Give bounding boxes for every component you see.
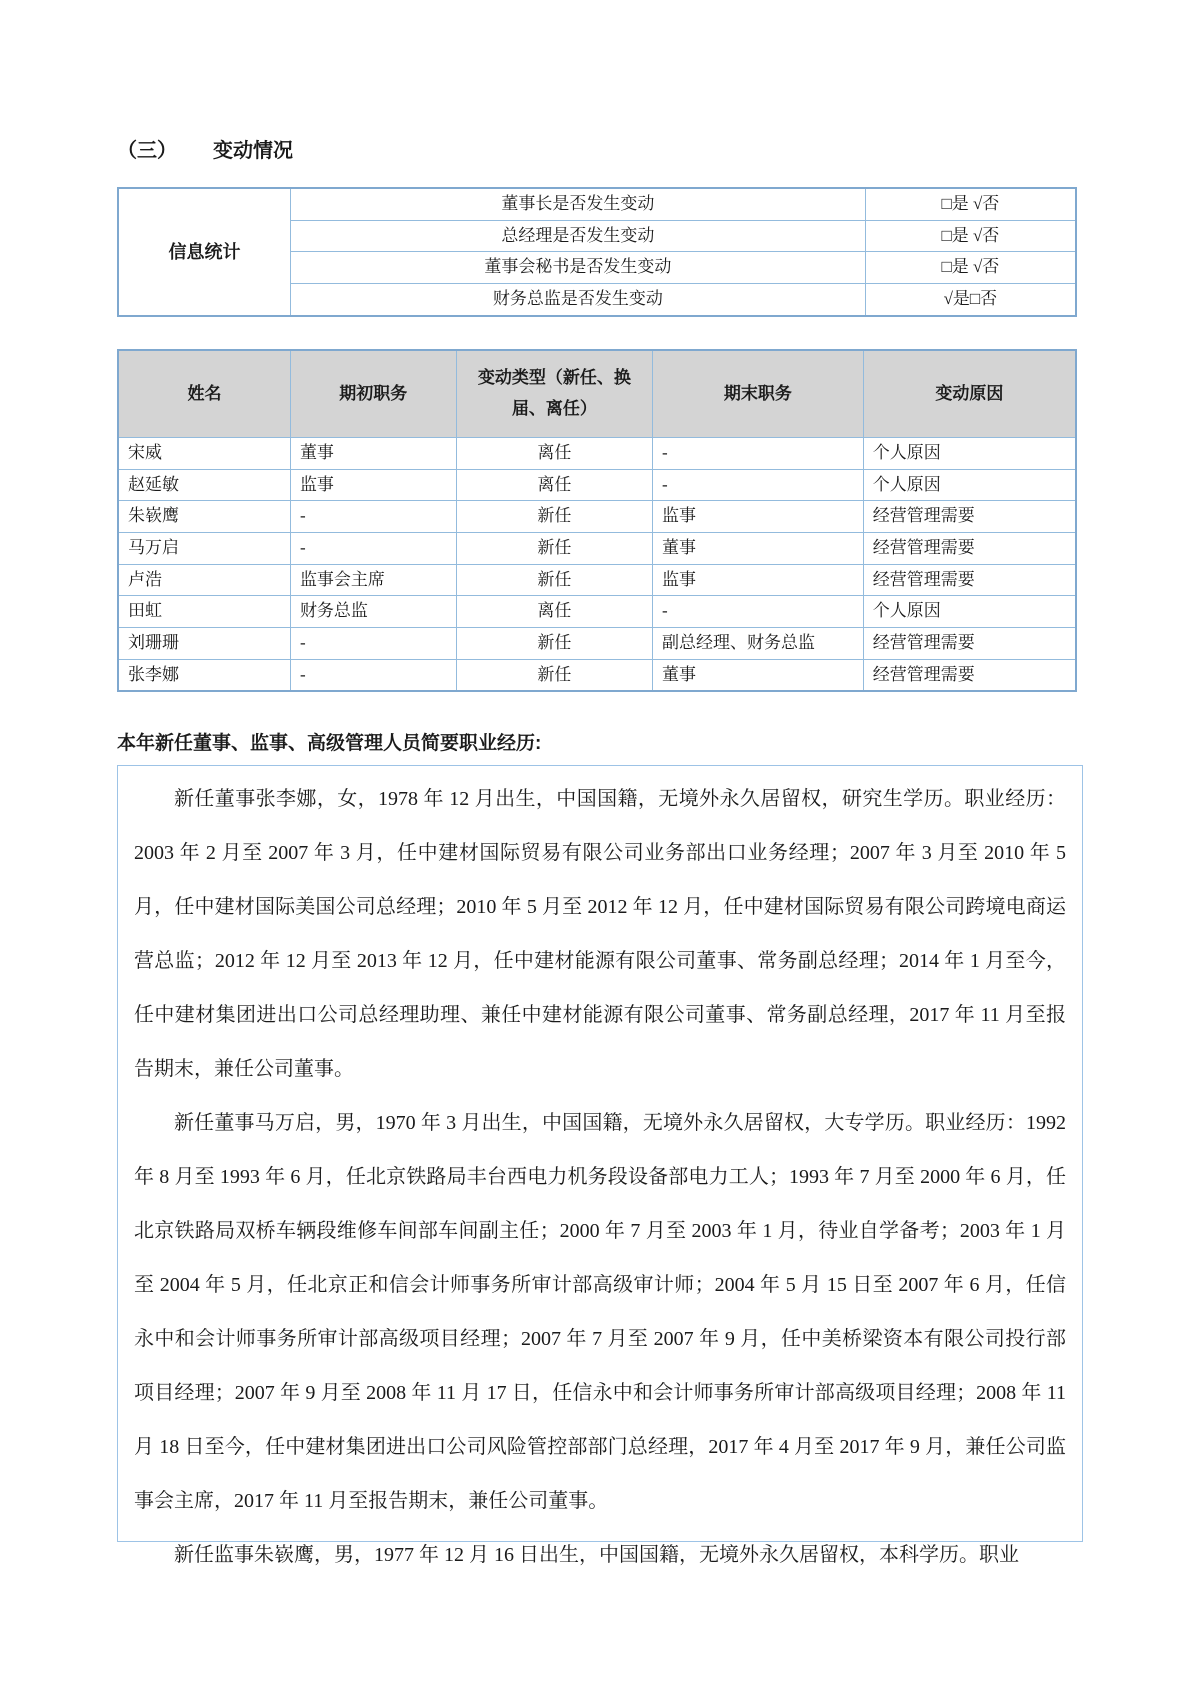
bio-paragraph: 新任监事朱嵚鹰，男，1977 年 12 月 16 日出生，中国国籍，无境外永久居留权，本科学历。职业	[174, 1544, 1019, 1567]
cell-change-reason: 经营管理需要	[863, 564, 1076, 596]
cell-change-reason: 经营管理需要	[863, 627, 1076, 659]
table-row	[118, 501, 1076, 533]
cell-name: 马万启	[118, 532, 290, 564]
cell-name: 卢浩	[118, 564, 290, 596]
cell-change-type: 离任	[456, 438, 652, 470]
table-row	[118, 596, 1076, 628]
cell-change-type: 离任	[456, 469, 652, 501]
section-title: 变动情况	[213, 140, 293, 162]
table-row	[118, 564, 1076, 596]
info-table-label: 信息统计	[118, 188, 290, 316]
info-question: 总经理是否发生变动	[290, 220, 865, 252]
cell-name: 宋威	[118, 438, 290, 470]
bio-section-heading: 本年新任董事、监事、高级管理人员简要职业经历:	[117, 733, 542, 755]
cell-change-type: 新任	[456, 501, 652, 533]
cell-initial-position: 财务总监	[290, 596, 456, 628]
info-question: 财务总监是否发生变动	[290, 283, 865, 315]
column-header-change-type: 变动类型（新任、换届、离任）	[456, 350, 652, 438]
table-row	[118, 188, 1076, 220]
cell-initial-position: -	[290, 501, 456, 533]
cell-initial-position: -	[290, 532, 456, 564]
cell-final-position: 监事	[653, 501, 864, 533]
cell-change-type: 新任	[456, 532, 652, 564]
table-header-row	[118, 350, 1076, 438]
table-row	[118, 659, 1076, 691]
cell-final-position: 董事	[653, 659, 864, 691]
table-row	[118, 469, 1076, 501]
cell-final-position: -	[653, 438, 864, 470]
section-heading	[117, 134, 1083, 163]
cell-initial-position: 监事	[290, 469, 456, 501]
column-header-initial-position: 期初职务	[290, 350, 456, 438]
info-question: 董事长是否发生变动	[290, 188, 865, 220]
cell-change-reason: 经营管理需要	[863, 659, 1076, 691]
cell-initial-position: -	[290, 659, 456, 691]
info-answer: √是□否	[865, 283, 1076, 315]
personnel-change-table	[117, 349, 1077, 693]
cell-change-reason: 个人原因	[863, 469, 1076, 501]
cell-change-type: 新任	[456, 627, 652, 659]
cell-name: 田虹	[118, 596, 290, 628]
cell-change-type: 新任	[456, 659, 652, 691]
table-row	[118, 438, 1076, 470]
cell-change-reason: 经营管理需要	[863, 532, 1076, 564]
cell-name: 刘珊珊	[118, 627, 290, 659]
cell-change-type: 新任	[456, 564, 652, 596]
cell-initial-position: -	[290, 627, 456, 659]
cell-name: 张李娜	[118, 659, 290, 691]
cell-final-position: 副总经理、财务总监	[653, 627, 864, 659]
cell-initial-position: 董事	[290, 438, 456, 470]
table-row	[118, 627, 1076, 659]
bio-text-block	[117, 765, 1083, 1567]
cell-name: 朱嵚鹰	[118, 501, 290, 533]
cell-final-position: 监事	[653, 564, 864, 596]
info-answer: □是 √否	[865, 220, 1076, 252]
info-statistics-table	[117, 187, 1077, 317]
column-header-final-position: 期末职务	[653, 350, 864, 438]
cell-change-reason: 个人原因	[863, 596, 1076, 628]
cell-change-reason: 经营管理需要	[863, 501, 1076, 533]
info-question: 董事会秘书是否发生变动	[290, 252, 865, 284]
column-header-name: 姓名	[118, 350, 290, 438]
cell-initial-position: 监事会主席	[290, 564, 456, 596]
bio-paragraph: 新任董事马万启，男，1970 年 3 月出生，中国国籍，无境外永久居留权，大专学历。职业经历：1992 年 8 月至 1993 年 6 月，任北京铁路局丰台西电力机务段设备部电力工人；1993 年 7 月至 2000 年 6 月，任北京铁路局双桥车辆段维修车间部车间副主任；2000 年 7 月至 2003 年 1 月，待业自学备考；2003 年 1 月至 2004 年 5 月，任北京正和信会计师事务所审计部高级审计师；2004 年 5 月 15 日至 2007 年 6 月，任信永中和会计师事务所审计部高级项目经理；2007 年 7 月至 2007 年 9 月，任中美桥梁资本有限公司投行部项目经理；2007 年 9 月至 2008 年 11 月 17 日，任信永中和会计师事务所审计部高级项目经理；2008 年 11 月 18 日至今，任中建材集团进出口公司风险管控部部门总经理，2017 年 4 月至 2017 年 9 月，兼任公司监事会主席，2017 年 11 月至报告期末，兼任公司董事。	[134, 1112, 1066, 1513]
table-row	[118, 532, 1076, 564]
cell-final-position: -	[653, 596, 864, 628]
section-number: （三）	[117, 140, 177, 162]
info-answer: □是 √否	[865, 252, 1076, 284]
cell-final-position: 董事	[653, 532, 864, 564]
cell-change-reason: 个人原因	[863, 438, 1076, 470]
info-answer: □是 √否	[865, 188, 1076, 220]
cell-name: 赵延敏	[118, 469, 290, 501]
cell-final-position: -	[653, 469, 864, 501]
bio-paragraph: 新任董事张李娜，女，1978 年 12 月出生，中国国籍，无境外永久居留权，研究生学历。职业经历：2003 年 2 月至 2007 年 3 月，任中建材国际贸易有限公司业务部出口业务经理；2007 年 3 月至 2010 年 5 月，任中建材国际美国公司总经理；2010 年 5 月至 2012 年 12 月，任中建材国际贸易有限公司跨境电商运营总监；2012 年 12 月至 2013 年 12 月，任中建材能源有限公司董事、常务副总经理；2014 年 1 月至今，任中建材集团进出口公司总经理助理、兼任中建材能源有限公司董事、常务副总经理，2017 年 11 月至报告期末，兼任公司董事。	[134, 788, 1066, 1081]
cell-change-type: 离任	[456, 596, 652, 628]
column-header-change-reason: 变动原因	[863, 350, 1076, 438]
